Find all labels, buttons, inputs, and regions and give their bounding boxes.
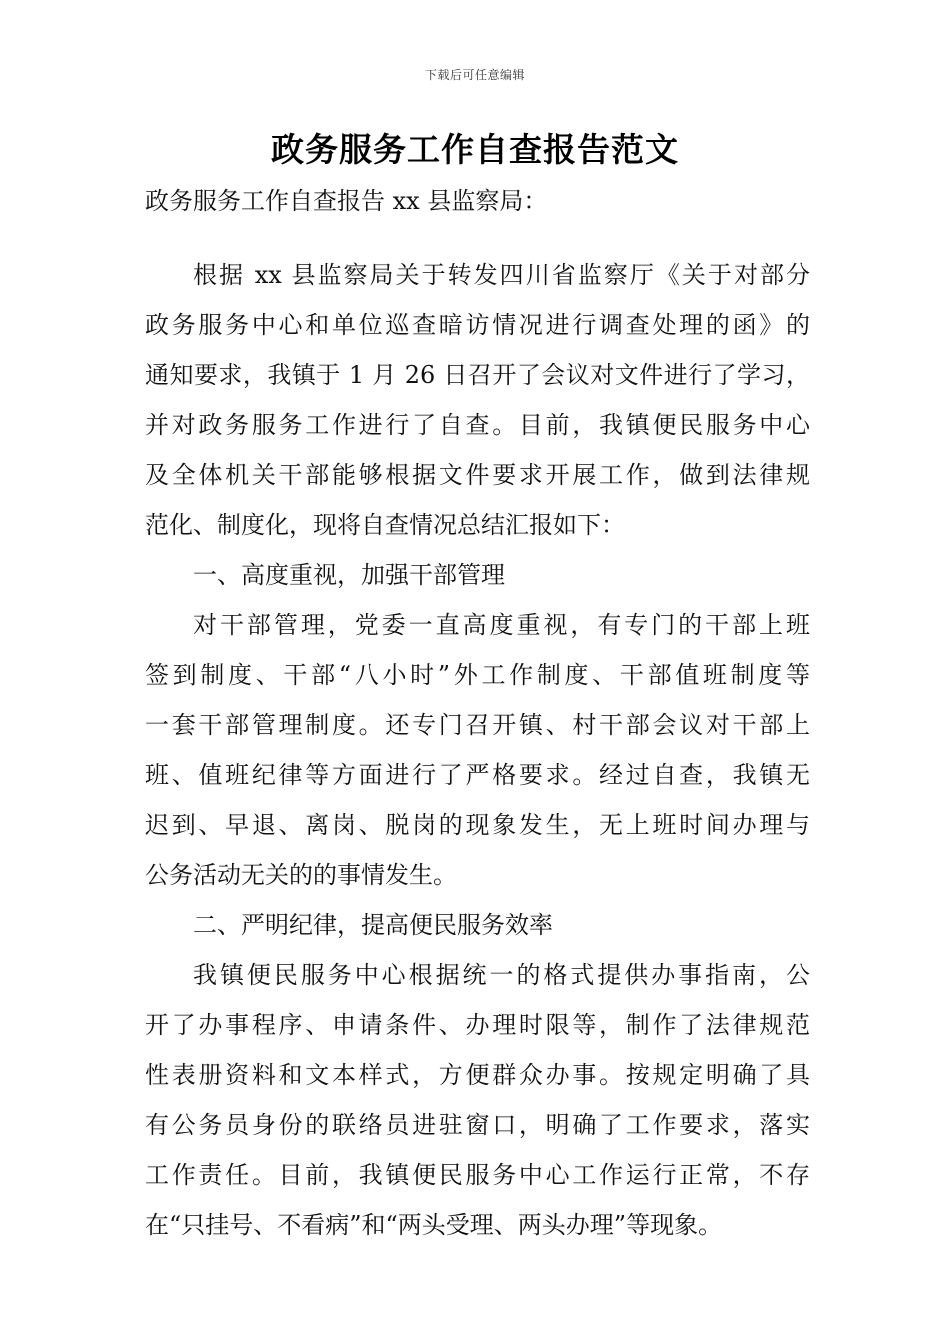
paragraph-line: 开了办事程序、申请条件、办理时限等，制作了法律规范 xyxy=(145,1011,810,1039)
paragraph-line: 公务活动无关的的事情发生。 xyxy=(145,861,457,889)
paragraph-line: 一套干部管理制度。还专门召开镇、村干部会议对干部上 xyxy=(145,711,810,739)
paragraph-line: 性表册资料和文本样式，方便群众办事。按规定明确了具 xyxy=(145,1061,810,1089)
paragraph-line: 我镇便民服务中心根据统一的格式提供办事指南，公 xyxy=(193,961,810,989)
paragraph-line: 及全体机关干部能够根据文件要求开展工作，做到法律规 xyxy=(145,461,810,489)
document-title: 政务服务工作自查报告范文 xyxy=(271,130,679,169)
paragraph-line: 并对政务服务工作进行了自查。目前，我镇便民服务中心 xyxy=(145,411,810,439)
section-heading-1: 一、高度重视，加强干部管理 xyxy=(193,561,505,589)
opening-line: 政务服务工作自查报告 xx 县监察局： xyxy=(145,187,548,215)
paragraph-line: 有公务员身份的联络员进驻窗口，明确了工作要求，落实 xyxy=(145,1111,810,1139)
section-heading-2: 二、严明纪律，提高便民服务效率 xyxy=(193,911,553,939)
paragraph-line: 通知要求，我镇于 1 月 26 日召开了会议对文件进行了学习， xyxy=(145,361,810,389)
header-note: 下载后可任意编辑 xyxy=(424,68,525,82)
paragraph-line: 范化、制度化，现将自查情况总结汇报如下： xyxy=(145,511,625,539)
paragraph-2 xyxy=(145,600,810,900)
paragraph-line: 根据 xx 县监察局关于转发四川省监察厅《关于对部分 xyxy=(193,261,810,289)
paragraph-line: 迟到、早退、离岗、脱岗的现象发生，无上班时间办理与 xyxy=(145,811,810,839)
paragraph-1 xyxy=(145,250,810,550)
paragraph-line: 班、值班纪律等方面进行了严格要求。经过自查，我镇无 xyxy=(145,761,810,789)
paragraph-line: 对干部管理，党委一直高度重视，有专门的干部上班 xyxy=(193,611,810,639)
paragraph-line: 政务服务中心和单位巡查暗访情况进行调查处理的函》的 xyxy=(145,311,810,339)
paragraph-line: 在“只挂号、不看病”和“两头受理、两头办理”等现象。 xyxy=(145,1211,723,1239)
paragraph-line: 签到制度、干部“八小时”外工作制度、干部值班制度等 xyxy=(145,661,810,689)
document-body xyxy=(145,176,810,1250)
paragraph-line: 工作责任。目前，我镇便民服务中心工作运行正常，不存 xyxy=(145,1161,810,1189)
paragraph-3 xyxy=(145,950,810,1250)
